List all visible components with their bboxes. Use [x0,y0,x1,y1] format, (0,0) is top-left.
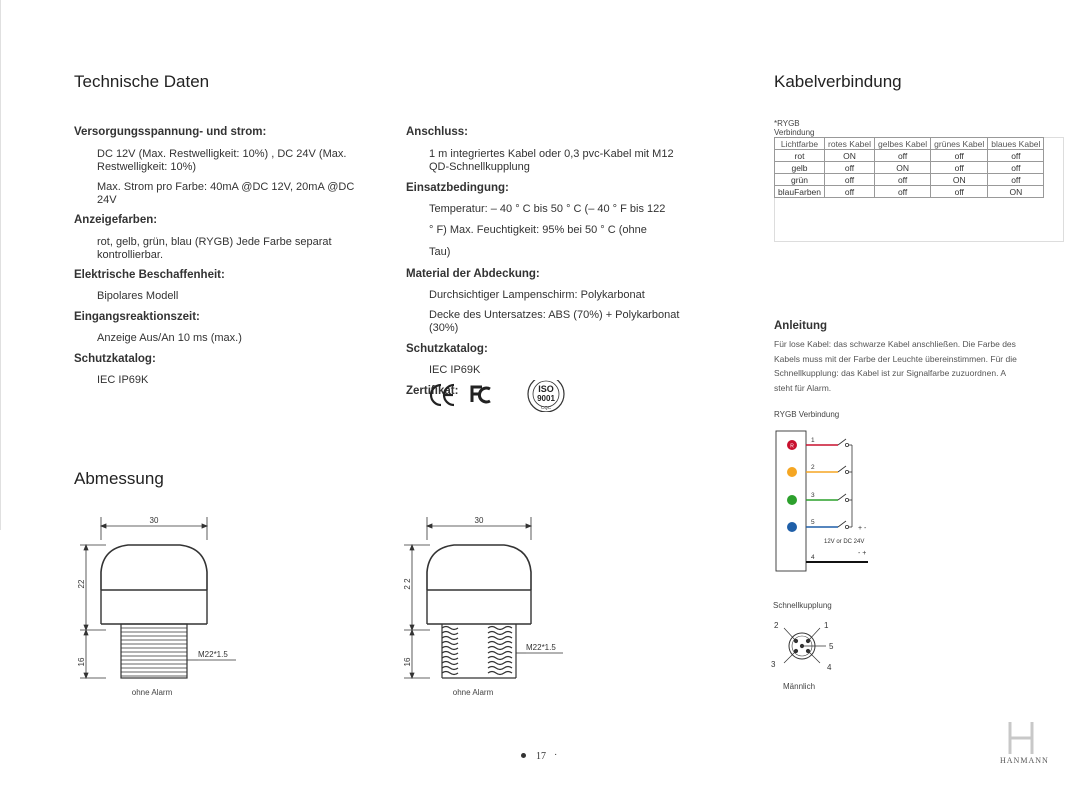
table-cell: off [875,150,931,162]
iso-sub: CQC [541,405,551,410]
dim-width: 30 [474,516,484,525]
table-caption-line: Verbindung [774,128,815,137]
spec-label: Versorgungsspannung- und strom: [74,126,267,138]
table-cell: off [825,162,875,174]
spec-value: Tau) [429,246,451,258]
spec-value: Bipolares Modell [97,290,179,302]
page-dot-icon [521,753,526,758]
table-header-cell: grünes Kabel [931,138,988,150]
iso-seal-icon [528,380,564,412]
dimension-drawing-2 [398,512,578,702]
table-cell: ON [825,150,875,162]
spec-label: Schutzkatalog: [74,353,156,365]
dim-height: 22 [77,579,86,589]
wire-number: 2 [811,464,815,471]
table-cell: off [988,174,1044,186]
led-green-icon [787,495,797,505]
section-title-cable: Kabelverbindung [774,72,902,91]
table-cell: off [988,150,1044,162]
page-dot-small-icon: · [554,749,558,760]
spec-label: Material der Abdeckung: [406,268,540,280]
instructions-line: Schnellkupplung: das Kabel ist zur Signalfarbe zuzuordnen. A [774,368,1007,378]
dim-width: 30 [149,516,159,525]
spec-value: ° F) Max. Feuchtigkeit: 95% bei 50 ° C (ohne [429,224,647,236]
pin-number: 5 [829,642,834,651]
switch-icons [838,439,852,529]
table-cell: off [875,174,931,186]
dim-caption: ohne Alarm [131,688,173,697]
ce-mark-icon [431,385,454,405]
wire-number: 1 [811,437,815,444]
spec-label: Anschluss: [406,126,468,138]
led-red-letter: R [790,443,794,450]
pin-number: 2 [774,621,779,630]
spec-label: Anzeigefarben: [74,214,158,226]
table-row [775,186,1044,198]
hanmann-logo-icon [1000,718,1044,758]
page-number: 17 [536,751,546,762]
spec-value: rot, gelb, grün, blau (RYGB) Jede Farbe separat kontrollierbar. [97,236,332,261]
brand-name: HANMANN [1000,756,1049,765]
dim-caption: ohne Alarm [452,688,494,697]
pin-number: 3 [771,660,776,669]
instructions-line: Kabels muss mit der Farbe der Leuchte übereinstimmen. Für die [774,353,1017,364]
table-header-cell: gelbes Kabel [875,138,931,150]
connector-caption: Männlich [783,682,816,691]
dimension-drawing-1 [76,512,256,702]
iso-text: ISO [538,384,554,394]
table-header-cell: rotes Kabel [825,138,875,150]
led-yellow-icon [787,467,797,477]
spec-value: 1 m integriertes Kabel oder 0,3 pvc-Kabel mit M12 QD-Schnellkupplung [429,148,674,173]
dim-height: 2 2 [403,578,412,590]
table-header-cell: blaues Kabel [988,138,1044,150]
table-cell: off [931,186,988,198]
table-row [775,150,1044,162]
voltage-label: 12V or DC 24V [824,539,865,545]
spec-label: Eingangsreaktionszeit: [74,311,200,323]
spec-label: Einsatzbedingung: [406,182,509,194]
wiring-diagram [770,425,890,577]
table-cell: off [875,186,931,198]
dim-thread: M22*1.5 [198,650,228,659]
spec-value: DC 12V (Max. Restwelligkeit: 10%) , DC 24V (Max. Restwelligkeit: 10%) [97,148,347,173]
table-caption-line: *RYGB [774,119,800,128]
wire-number: 4 [811,554,815,561]
table-cell: ON [875,162,931,174]
spec-value: IEC IP69K [97,374,149,386]
table-row [775,162,1044,174]
led-blue-icon [787,522,797,532]
section-title-technical-data: Technische Daten [74,72,210,91]
spec-value: Max. Strom pro Farbe: 40mA @DC 12V, 20mA @DC 24V [97,181,355,206]
table-cell: off [931,150,988,162]
spec-value: IEC IP69K [429,364,481,376]
table-cell: ON [931,174,988,186]
table-cell: blauFarben [775,186,825,198]
page-edge-line [0,0,1,530]
wire-number: 5 [811,519,815,526]
fcc-mark-icon [472,387,490,402]
dim-thread-height: 16 [77,657,86,667]
pin-number: 1 [824,621,829,630]
connector-title: Schnellkupplung [773,601,832,610]
m12-connector-icon [784,628,826,663]
table-cell: off [931,162,988,174]
instructions-text [774,337,1054,395]
connector-diagram [766,615,846,673]
table-cell: off [825,186,875,198]
dim-thread-height: 16 [403,657,412,667]
spec-value: Durchsichtiger Lampenschirm: Polykarbonat [429,289,645,301]
cable-table [774,137,1044,198]
spec-label: Schutzkatalog: [406,343,488,355]
table-cell: ON [988,186,1044,198]
polarity-label: + - [858,525,867,532]
pin-number: 4 [827,663,832,672]
spec-value: Temperatur: – 40 ° C bis 50 ° C (– 40 ° F bis 122 [429,203,666,215]
iso-number: 9001 [537,394,555,403]
wiring-title: RYGB Verbindung [774,410,840,419]
spec-value: Decke des Untersatzes: ABS (70%) + Polykarbonat (30%) [429,309,680,334]
table-header-cell: Lichtfarbe [775,138,825,150]
table-row [775,174,1044,186]
table-cell: rot [775,150,825,162]
polarity-label: - + [858,550,867,557]
table-cell: grün [775,174,825,186]
wire-number: 3 [811,492,815,499]
table-cell: off [988,162,1044,174]
table-cell: gelb [775,162,825,174]
cert-logos [428,380,578,412]
table-caption [774,119,814,137]
table-cell: off [825,174,875,186]
spec-label: Elektrische Beschaffenheit: [74,269,225,281]
spec-value: Anzeige Aus/An 10 ms (max.) [97,332,242,344]
cert-label: Zertifikat: [406,385,459,397]
table-header-row [775,138,1044,150]
instructions-line: Für lose Kabel: das schwarze Kabel anschließen. Die Farbe des [774,339,1016,349]
instructions-line: steht für Alarm. [774,382,832,393]
dim-thread: M22*1.5 [526,643,556,652]
section-title-dimensions: Abmessung [74,469,164,488]
instructions-title: Anleitung [774,320,828,332]
